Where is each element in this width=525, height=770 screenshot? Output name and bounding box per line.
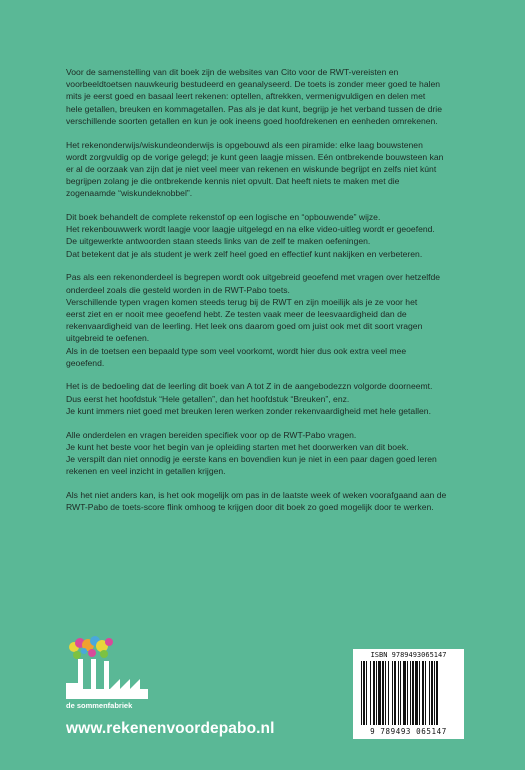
back-cover-text [66,66,468,525]
text-line: Verschillende typen vragen komen steeds terug bij de RWT en zijn moeilijk als je ze voor het [66,296,418,307]
text-line: Als in de toetsen een bepaald type som veel voorkomt, wordt hier dus ook extra veel mee [66,345,407,356]
text-line: verschillende soorten getallen en kun je ook ineens goed hoofdrekenen en eenheden omrekenen. [66,115,438,126]
text-line: De uitgewerkte antwoorden staan steeds links van de zelf te maken oefeningen. [66,236,371,247]
text-line: Alle onderdelen en vragen bereiden specifiek voor op de RWT-Pabo vragen. [66,429,357,440]
text-line: Als het niet anders kan, is het ook mogelijk om pas in de laatste week of weken voorafgaand aan de [66,489,447,500]
paragraph [66,380,468,417]
isbn-barcode [353,649,464,739]
factory-logo-icon [64,633,150,711]
text-line: geoefend. [66,357,105,368]
text-line: rekenen en veel inzicht in getallen krijgen. [66,466,226,477]
text-line: Het rekenbouwwerk wordt laagje voor laagje uitgelegd en na elke video-uitleg wordt er geoefend. [66,224,435,235]
text-line: Dit boek behandelt de complete rekenstof op een logische en “opbouwende” wijze. [66,212,381,223]
text-line: wordt zorgvuldig op de vorige gelegd; je kunt geen laagje missen. Eén ontbrekende bouwsteen kan [66,151,444,162]
logo-label: de sommenfabriek [66,701,133,710]
text-line: RWT-Pabo de toets-score flink omhoog te krijgen door dit boek zo goed mogelijk door te werken. [66,502,434,513]
text-line: begrijpen zolang je die ontbrekende kennis niet opvult. Dat heeft niets te maken met die [66,176,400,187]
text-line: Het rekenonderwijs/wiskundeonderwijs is opgebouwd als een piramide: elke laag bouwstenen [66,139,423,150]
text-line: onderdeel zoals die gesteld worden in de RWT-Pabo toets. [66,284,290,295]
isbn-text: ISBN 9789493065147 [370,651,447,659]
paragraph [66,271,468,369]
text-line: Pas als een rekenonderdeel is begrepen wordt ook uitgebreid geoefend met vragen over hetzelfde [66,272,441,283]
text-line: hele getallen, breuken en kommagetallen. Pas als je dat kunt, begrijp je het verband tussen de drie [66,103,442,114]
paragraph [66,66,468,127]
text-line: Je kunt het beste voor het begin van je opleiding starten met het doorwerken van dit boek. [66,441,409,452]
text-line: eerst ziet en er nooit mee geoefend hebt. Ze testen vaak meer de leesvaardigheid dan de [66,308,407,319]
isbn-digits: 9 789493 065147 [370,727,447,736]
text-line: Dat betekent dat je als student je werk zelf heel goed en effectief kunt nakijken en verbeteren. [66,248,423,259]
text-line: mits je eerst goed en basaal leert rekenen: optellen, aftrekken, vermenigvuldigen en delen met [66,91,426,102]
barcode-bars-icon [359,661,458,725]
text-line: zogenaamde “wiskundeknobbel”. [66,188,193,199]
website-url: www.rekenenvoordepabo.nl [66,720,275,737]
text-line: uitgebreid te oefenen. [66,333,150,344]
text-line: Dus eerst het hoofdstuk “Hele getallen”, dan het hoofdstuk “Breuken”, enz. [66,393,350,404]
text-line: Je verspilt dan niet onnodig je eerste kans en bovendien kun je niet in een paar dagen goed leren [66,453,437,464]
text-line: Het is de bedoeling dat de leerling dit boek van A tot Z in de aangebodezzn volgorde doorneemt. [66,381,433,392]
paragraph [66,211,468,260]
text-line: voorbeeldtoetsen nauwkeurig bestudeerd en geanalyseerd. De toets is zonder meer goed te halen [66,79,441,90]
text-line: Je kunt immers niet goed met breuken leren werken zonder rekenvaardigheid met hele getallen. [66,405,431,416]
paragraph [66,139,468,200]
paragraph [66,489,468,513]
paragraph [66,429,468,478]
text-line: Voor de samenstelling van dit boek zijn de websites van Cito voor de RWT-vereisten en [66,67,399,77]
text-line: rekenvaardigheid van de leerling. Het leek ons daarom goed om juist ook met dit soort vragen [66,321,423,332]
text-line: er al de oorzaak van zijn dat je niet veel meer van rekenen en wiskunde begrijpt en zelfs niet kúnt [66,163,437,174]
